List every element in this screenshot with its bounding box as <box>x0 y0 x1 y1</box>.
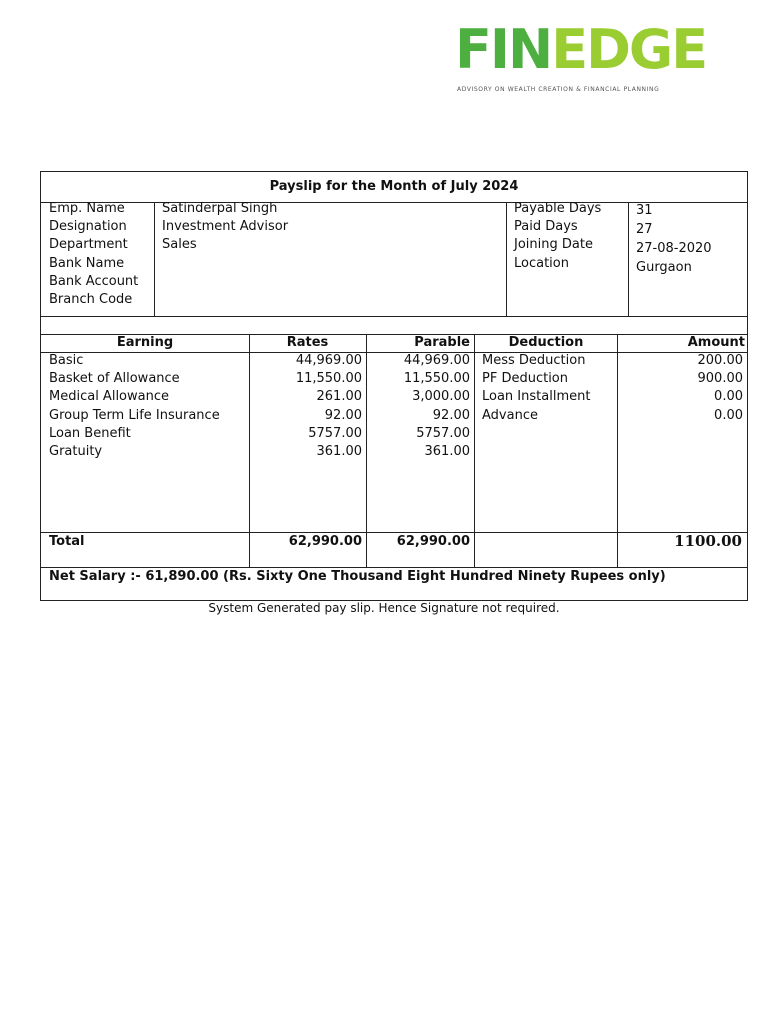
earning-name: Basket of Allowance <box>49 371 180 387</box>
deduction-names <box>482 352 590 425</box>
value-payable-days: 31 <box>636 203 653 218</box>
label-joining-date: Joining Date <box>514 237 593 253</box>
header-amount: Amount <box>687 335 745 350</box>
label-designation: Designation <box>49 219 127 235</box>
deduction-name: Mess Deduction <box>482 353 586 368</box>
logo-edge: EDGE <box>551 18 707 81</box>
label-emp-name: Emp. Name <box>49 201 125 216</box>
net-salary: Net Salary :- 61,890.00 (Rs. Sixty One Thousand Eight Hundred Ninety Rupees only) <box>49 569 666 584</box>
label-location: Location <box>514 255 569 271</box>
earning-parable: 11,550.00 <box>403 371 470 387</box>
rule <box>41 316 747 317</box>
rule <box>154 202 155 316</box>
earning-parable: 361.00 <box>424 443 470 459</box>
rule <box>41 567 747 568</box>
label-paid-days: Paid Days <box>514 219 578 235</box>
earning-name: Basic <box>49 353 84 368</box>
rule <box>474 334 475 567</box>
value-location: Gurgaon <box>636 260 692 275</box>
rule <box>506 202 507 316</box>
earning-name: Group Term Life Insurance <box>49 407 220 423</box>
value-paid-days: 27 <box>636 222 653 237</box>
payslip-table <box>40 171 748 601</box>
system-generated-note: System Generated pay slip. Hence Signature not required. <box>208 601 560 615</box>
total-rates: 62,990.00 <box>288 534 362 549</box>
total-deduction: 1100.00 <box>674 532 742 550</box>
deduction-name: PF Deduction <box>482 371 568 387</box>
employee-values <box>162 200 288 255</box>
label-bank-account: Bank Account <box>49 273 139 289</box>
employee-labels <box>49 200 138 309</box>
earning-rate: 44,969.00 <box>295 353 362 368</box>
deduction-amounts <box>618 352 743 425</box>
deduction-amount: 0.00 <box>714 389 743 405</box>
rule <box>41 532 747 533</box>
value-joining-date: 27-08-2020 <box>636 241 712 256</box>
label-department: Department <box>49 237 128 253</box>
earning-parable: 5757.00 <box>416 425 470 441</box>
attendance-labels <box>514 200 601 273</box>
attendance-values <box>636 201 712 277</box>
value-designation: Investment Advisor <box>162 219 289 235</box>
earning-name: Gratuity <box>49 443 103 459</box>
earning-rate: 261.00 <box>316 389 362 405</box>
deduction-amount: 200.00 <box>697 353 743 368</box>
value-emp-name: Satinderpal Singh <box>162 201 278 216</box>
logo-tagline: ADVISORY ON WEALTH CREATION & FINANCIAL PLANNING <box>457 86 660 93</box>
earning-names <box>49 352 220 461</box>
earning-rates <box>250 352 362 461</box>
label-bank-name: Bank Name <box>49 255 125 271</box>
earning-name: Medical Allowance <box>49 389 169 405</box>
rule <box>628 202 629 316</box>
deduction-name: Advance <box>482 407 538 423</box>
header-earning: Earning <box>116 335 174 350</box>
earning-parable: 92.00 <box>432 407 470 423</box>
total-label: Total <box>49 534 85 549</box>
label-branch-code: Branch Code <box>49 291 133 307</box>
company-logo <box>455 18 707 98</box>
earning-parable: 44,969.00 <box>403 353 470 368</box>
payslip-title: Payslip for the Month of July 2024 <box>269 179 519 194</box>
earning-name: Loan Benefit <box>49 425 131 441</box>
deduction-amount: 900.00 <box>697 371 743 387</box>
earning-parable: 3,000.00 <box>412 389 470 405</box>
total-parable: 62,990.00 <box>396 534 470 549</box>
earning-parables <box>367 352 470 461</box>
header-deduction: Deduction <box>508 335 584 350</box>
earning-rate: 5757.00 <box>308 425 362 441</box>
earning-rate: 11,550.00 <box>295 371 362 387</box>
deduction-amount: 0.00 <box>714 407 743 423</box>
earning-rate: 92.00 <box>324 407 362 423</box>
earning-rate: 361.00 <box>316 443 362 459</box>
logo-fin: FIN <box>455 18 552 81</box>
value-department: Sales <box>162 237 197 253</box>
logo-wordmark <box>455 18 706 82</box>
header-rates: Rates <box>286 335 329 350</box>
deduction-name: Loan Installment <box>482 389 591 405</box>
label-payable-days: Payable Days <box>514 201 602 216</box>
header-parable: Parable <box>414 335 470 350</box>
